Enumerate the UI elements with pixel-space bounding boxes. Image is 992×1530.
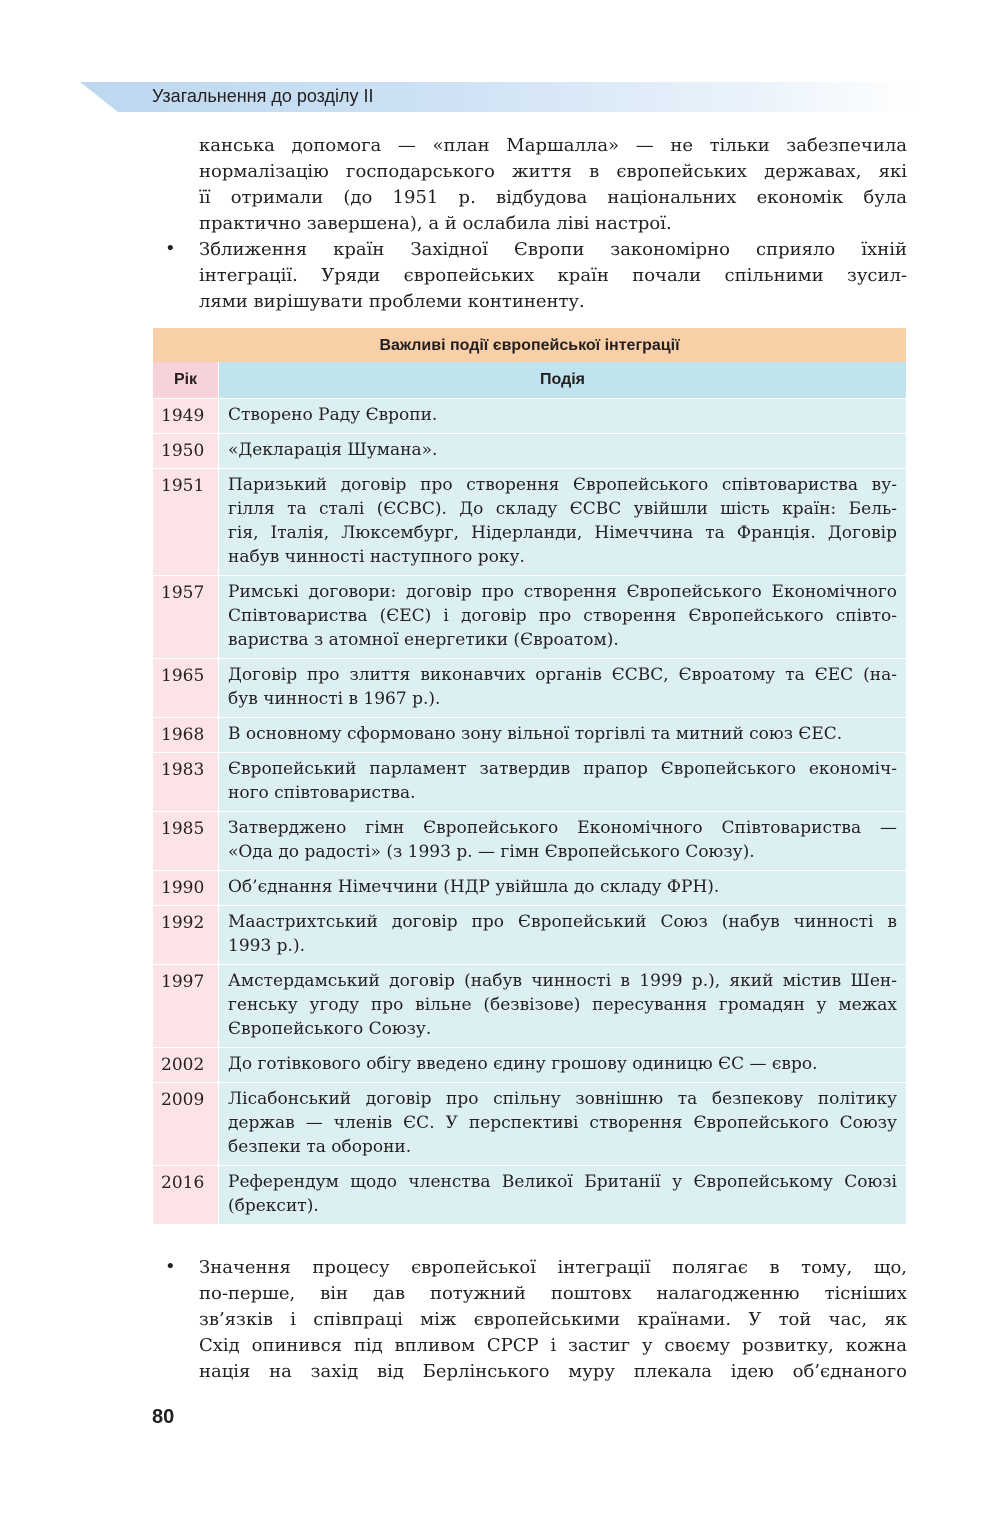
table-row bbox=[153, 905, 906, 964]
event-cell bbox=[219, 718, 906, 752]
table-row bbox=[153, 1047, 906, 1082]
year-cell: 1983 bbox=[153, 753, 218, 811]
column-header-year: Рік bbox=[153, 362, 218, 398]
text-line: практично завершена), а й ослабила ліві настрої. bbox=[199, 213, 672, 234]
event-line: безпеки та оборони. bbox=[228, 1137, 412, 1157]
table-row bbox=[153, 1165, 906, 1224]
table-row bbox=[153, 811, 906, 870]
table-row bbox=[153, 658, 906, 717]
year-cell: 1965 bbox=[153, 659, 218, 717]
table-header-row bbox=[153, 362, 906, 398]
table-row bbox=[153, 575, 906, 658]
event-line: Амстердамський договір (набув чинності в 1999 р.), який містив Шен- bbox=[228, 971, 897, 991]
year-cell: 2016 bbox=[153, 1166, 218, 1224]
text-line: по-перше, він дав потужний поштовх налагодженню тісніших bbox=[199, 1283, 907, 1304]
year-cell: 1990 bbox=[153, 871, 218, 905]
table-title: Важливі події європейської інтеграції bbox=[153, 328, 906, 362]
column-header-event: Подія bbox=[219, 362, 906, 398]
event-cell bbox=[219, 434, 906, 468]
year-cell: 1951 bbox=[153, 469, 218, 575]
event-line: Об’єднання Німеччини (НДР увійшла до складу ФРН). bbox=[228, 877, 720, 897]
event-line: Створено Раду Європи. bbox=[228, 405, 438, 425]
bullet-paragraph-significance bbox=[199, 1255, 907, 1385]
event-cell bbox=[219, 399, 906, 433]
page-number: 80 bbox=[152, 1406, 175, 1428]
text-line: канська допомога — «план Маршалла» — не тільки забезпечила bbox=[199, 135, 907, 156]
year-cell: 1950 bbox=[153, 434, 218, 468]
text-line: лями вирішувати проблеми континенту. bbox=[199, 291, 585, 312]
table-body bbox=[153, 398, 906, 1224]
table-row bbox=[153, 433, 906, 468]
event-cell bbox=[219, 1166, 906, 1224]
text-line: її отримали (до 1951 р. відбудова національних економік була bbox=[199, 187, 907, 208]
event-line: Маастрихтський договір про Європейський Союз (набув чинності в bbox=[228, 912, 897, 932]
event-line: (брексит). bbox=[228, 1196, 319, 1216]
bullet-paragraph-integration bbox=[199, 237, 907, 315]
intro-paragraph bbox=[199, 133, 907, 237]
text-line: Значення процесу європейської інтеграції полягає в тому, що, bbox=[199, 1257, 907, 1278]
bullet-marker: • bbox=[165, 1256, 176, 1277]
integration-events-table bbox=[153, 328, 906, 1224]
text-line: нація на захід від Берлінського муру плекала ідею об’єднаного bbox=[199, 1361, 907, 1382]
event-line: Лісабонський договір про спільну зовнішню та безпекову політику bbox=[228, 1089, 897, 1109]
event-line: Європейський парламент затвердив прапор Європейського економіч- bbox=[228, 759, 897, 779]
event-line: В основному сформовано зону вільної торгівлі та митний союз ЄЕС. bbox=[228, 724, 843, 744]
year-cell: 1968 bbox=[153, 718, 218, 752]
event-cell bbox=[219, 871, 906, 905]
event-cell bbox=[219, 1083, 906, 1165]
text-line: інтеграції. Уряди європейських країн почали спільними зусил- bbox=[199, 265, 907, 286]
event-line: гілля та сталі (ЄСВС). До складу ЄСВС увійшли шість країн: Бель- bbox=[228, 499, 897, 519]
event-cell bbox=[219, 1048, 906, 1082]
event-line: держав — членів ЄС. У перспективі створення Європейського Союзу bbox=[228, 1113, 897, 1133]
table-row bbox=[153, 468, 906, 575]
event-line: «Декларація Шумана». bbox=[228, 440, 438, 460]
event-line: Паризький договір про створення Європейського співтовариства ву- bbox=[228, 475, 897, 495]
event-line: ного співтовариства. bbox=[228, 783, 416, 803]
event-cell bbox=[219, 812, 906, 870]
event-cell bbox=[219, 469, 906, 575]
table-row bbox=[153, 717, 906, 752]
event-line: «Ода до радості» (з 1993 р. — гімн Європейського Союзу). bbox=[228, 842, 755, 862]
event-line: Затверджено гімн Європейського Економічного Співтовариства — bbox=[228, 818, 897, 838]
event-line: генську угоду про вільне (безвізове) пересування громадян у межах bbox=[228, 995, 897, 1015]
event-cell bbox=[219, 576, 906, 658]
event-cell bbox=[219, 659, 906, 717]
table-row bbox=[153, 870, 906, 905]
year-cell: 1949 bbox=[153, 399, 218, 433]
table-row bbox=[153, 398, 906, 433]
year-cell: 1985 bbox=[153, 812, 218, 870]
table-row bbox=[153, 1082, 906, 1165]
event-line: Договір про злиття виконавчих органів ЄСВС, Євроатому та ЄЕС (на- bbox=[228, 665, 897, 685]
event-line: Європейського Союзу. bbox=[228, 1019, 432, 1039]
event-cell bbox=[219, 906, 906, 964]
table-row bbox=[153, 752, 906, 811]
event-cell bbox=[219, 753, 906, 811]
event-line: Референдум щодо членства Великої Британії у Європейському Союзі bbox=[228, 1172, 897, 1192]
text-line: нормалізацію господарського життя в європейських державах, які bbox=[199, 161, 907, 182]
text-line: Схід опинився під впливом СРСР і застиг у своєму розвитку, кожна bbox=[199, 1335, 907, 1356]
event-line: Співтовариства (ЄЕС) і договір про створення Європейського співто- bbox=[228, 606, 897, 626]
bullet-marker: • bbox=[165, 238, 176, 259]
year-cell: 1997 bbox=[153, 965, 218, 1047]
table-row bbox=[153, 964, 906, 1047]
event-line: 1993 р.). bbox=[228, 936, 305, 956]
event-line: До готівкового обігу введено єдину грошову одиницю ЄС — євро. bbox=[228, 1054, 818, 1074]
year-cell: 1957 bbox=[153, 576, 218, 658]
event-line: набув чинності наступного року. bbox=[228, 547, 525, 567]
year-cell: 2002 bbox=[153, 1048, 218, 1082]
year-cell: 1992 bbox=[153, 906, 218, 964]
event-line: Римські договори: договір про створення Європейського Економічного bbox=[228, 582, 897, 602]
year-cell: 2009 bbox=[153, 1083, 218, 1165]
text-line: Зближення країн Західної Європи закономірно сприяло їхній bbox=[199, 239, 907, 260]
event-line: вариства з атомної енергетики (Євроатом). bbox=[228, 630, 619, 650]
section-header-title: Узагальнення до розділу ІІ bbox=[152, 86, 374, 106]
text-line: зв’язків і співпраці між європейськими країнами. У той час, як bbox=[199, 1309, 907, 1330]
event-line: був чинності в 1967 р.). bbox=[228, 689, 441, 709]
event-cell bbox=[219, 965, 906, 1047]
event-line: гія, Італія, Люксембург, Нідерланди, Німеччина та Франція. Договір bbox=[228, 523, 897, 543]
